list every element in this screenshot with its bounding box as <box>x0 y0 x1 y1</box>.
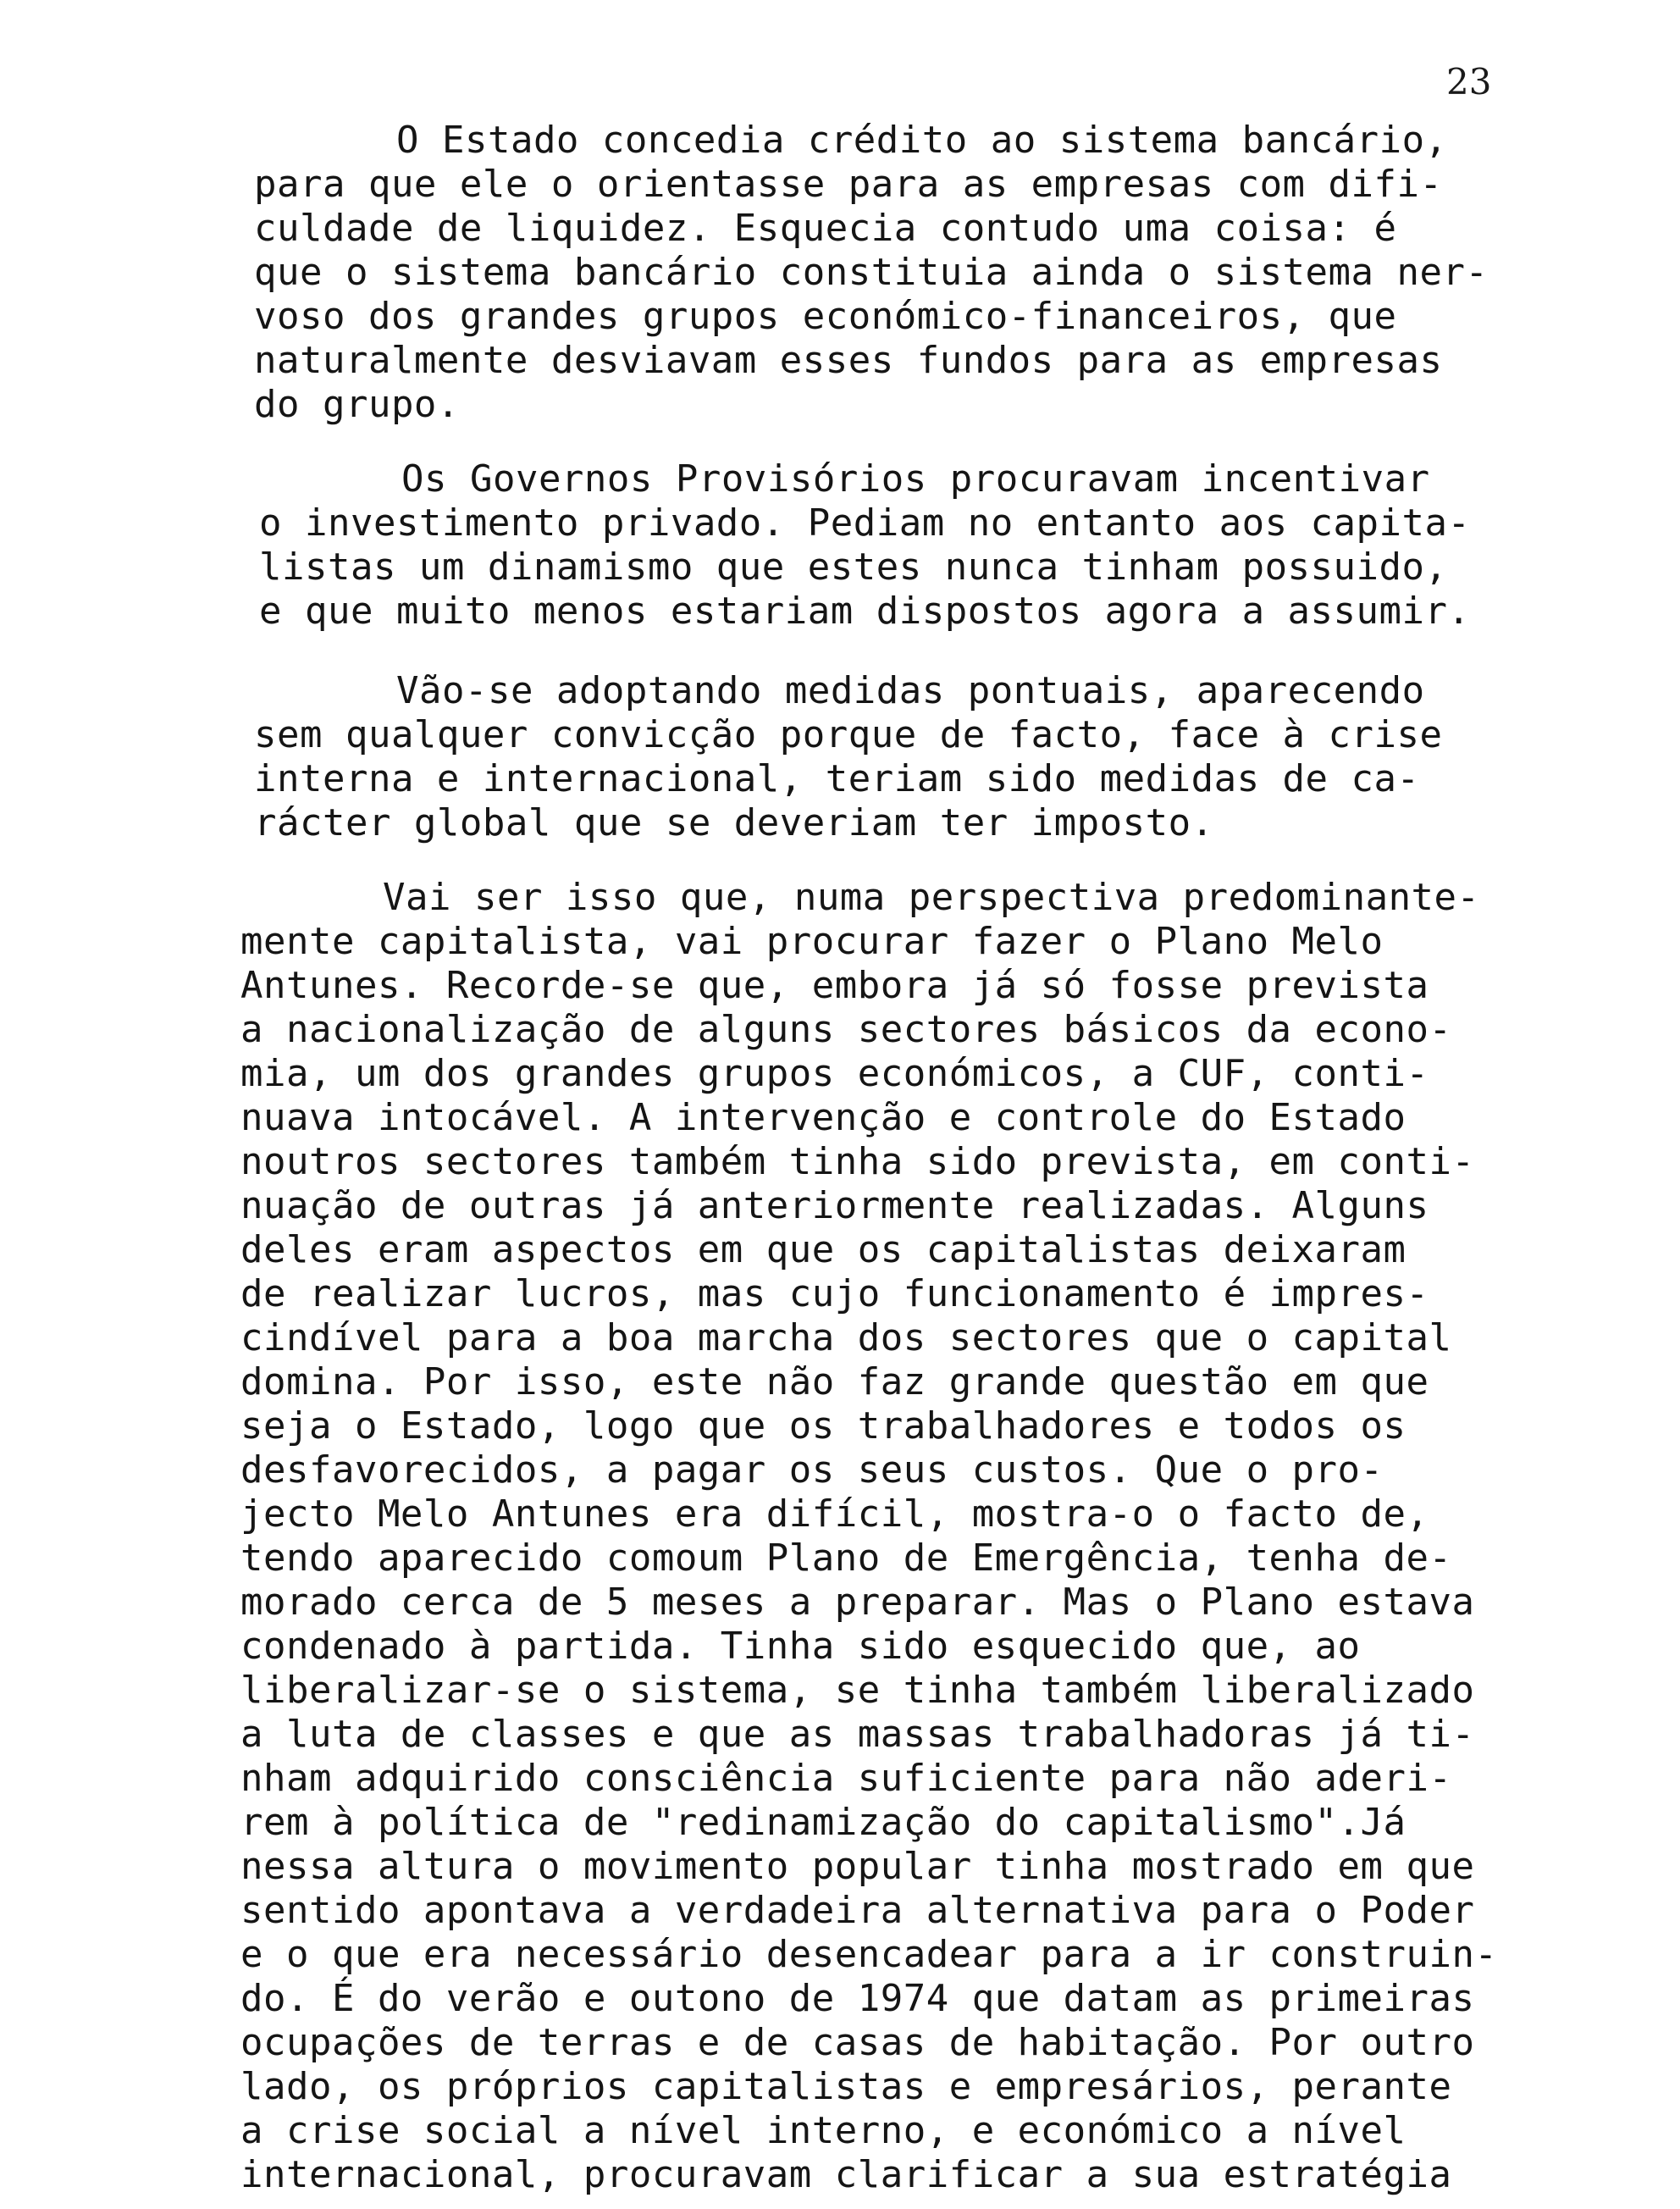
text-line: do. É do verão e outono de 1974 que datam as primeiras <box>240 1977 1475 2020</box>
text-line: voso dos grandes grupos económico-financeiros, que <box>254 295 1397 338</box>
text-line: de realizar lucros, mas cujo funcionamento é impres- <box>240 1272 1429 1315</box>
paragraph-1 <box>254 119 1490 427</box>
text-line: cindível para a boa marcha dos sectores que o capital <box>240 1316 1452 1359</box>
text-line: Vão-se adoptando medidas pontuais, aparecendo <box>396 669 1425 712</box>
text-line: nham adquirido consciência suficiente para não aderi- <box>240 1757 1452 1800</box>
text-line: domina. Por isso, este não faz grande questão em que <box>240 1360 1429 1403</box>
text-line: Antunes. Recorde-se que, embora já só fosse prevista <box>240 964 1429 1007</box>
text-line: jecto Melo Antunes era difícil, mostra-o o facto de, <box>240 1492 1429 1536</box>
text-line: do grupo. <box>254 383 460 426</box>
text-line: desfavorecidos, a pagar os seus custos. Que o pro- <box>240 1448 1384 1492</box>
text-line: nessa altura o movimento popular tinha mostrado em que <box>240 1845 1475 1888</box>
text-line: ocupações de terras e de casas de habitação. Por outro <box>240 2021 1475 2064</box>
text-line: interna e internacional, teriam sido medidas de ca- <box>254 757 1420 800</box>
text-line: culdade de liquidez. Esquecia contudo uma coisa: é <box>254 207 1397 250</box>
text-line: liberalizar-se o sistema, se tinha também liberalizado <box>240 1669 1475 1712</box>
paragraph-2 <box>259 457 1495 634</box>
text-line: rácter global que se deveriam ter imposto. <box>254 801 1214 844</box>
text-line: listas um dinamismo que estes nunca tinham possuido, <box>259 545 1448 589</box>
paragraph-4 <box>240 876 1498 2197</box>
text-line: sem qualquer convicção porque de facto, face à crise <box>254 713 1443 756</box>
text-line: seja o Estado, logo que os trabalhadores e todos os <box>240 1404 1406 1448</box>
text-line: para que ele o orientasse para as empresas com difi- <box>254 163 1443 206</box>
text-line: a crise social a nível interno, e económico a nível <box>240 2109 1406 2152</box>
text-line: e que muito menos estariam dispostos agora a assumir. <box>259 590 1471 633</box>
text-line: internacional, procuravam clarificar a sua estratégia <box>240 2153 1452 2196</box>
text-line: deles eram aspectos em que os capitalistas deixaram <box>240 1228 1406 1271</box>
text-line: a luta de classes e que as massas trabalhadoras já ti- <box>240 1713 1475 1756</box>
text-line: Vai ser isso que, numa perspectiva predominante- <box>383 876 1480 919</box>
text-line: nuava intocável. A intervenção e controle do Estado <box>240 1096 1406 1139</box>
text-line: O Estado concedia crédito ao sistema bancário, <box>396 119 1448 162</box>
page-number: 23 <box>1446 61 1492 102</box>
text-line: sentido apontava a verdadeira alternativa para o Poder <box>240 1889 1475 1932</box>
text-line: condenado à partida. Tinha sido esquecido que, ao <box>240 1625 1361 1668</box>
text-line: lado, os próprios capitalistas e empresários, perante <box>240 2065 1452 2108</box>
text-line: morado cerca de 5 meses a preparar. Mas o Plano estava <box>240 1581 1475 1624</box>
text-line: Os Governos Provisórios procuravam incentivar <box>401 457 1430 501</box>
text-line: mente capitalista, vai procurar fazer o Plano Melo <box>240 920 1384 963</box>
text-line: e o que era necessário desencadear para a ir construin- <box>240 1933 1498 1976</box>
text-line: noutros sectores também tinha sido prevista, em conti- <box>240 1140 1475 1183</box>
text-line: naturalmente desviavam esses fundos para as empresas <box>254 339 1443 382</box>
text-line: a nacionalização de alguns sectores básicos da econo- <box>240 1008 1452 1051</box>
text-line: mia, um dos grandes grupos económicos, a CUF, conti- <box>240 1052 1429 1095</box>
text-line: tendo aparecido comoum Plano de Emergência, tenha de- <box>240 1536 1452 1580</box>
text-line: o investimento privado. Pediam no entanto aos capita- <box>259 501 1471 545</box>
text-line: rem à política de "redinamização do capitalismo".Já <box>240 1801 1406 1844</box>
paragraph-3 <box>254 669 1490 845</box>
text-line: nuação de outras já anteriormente realizadas. Alguns <box>240 1184 1429 1227</box>
text-line: que o sistema bancário constituia ainda o sistema ner- <box>254 251 1489 294</box>
